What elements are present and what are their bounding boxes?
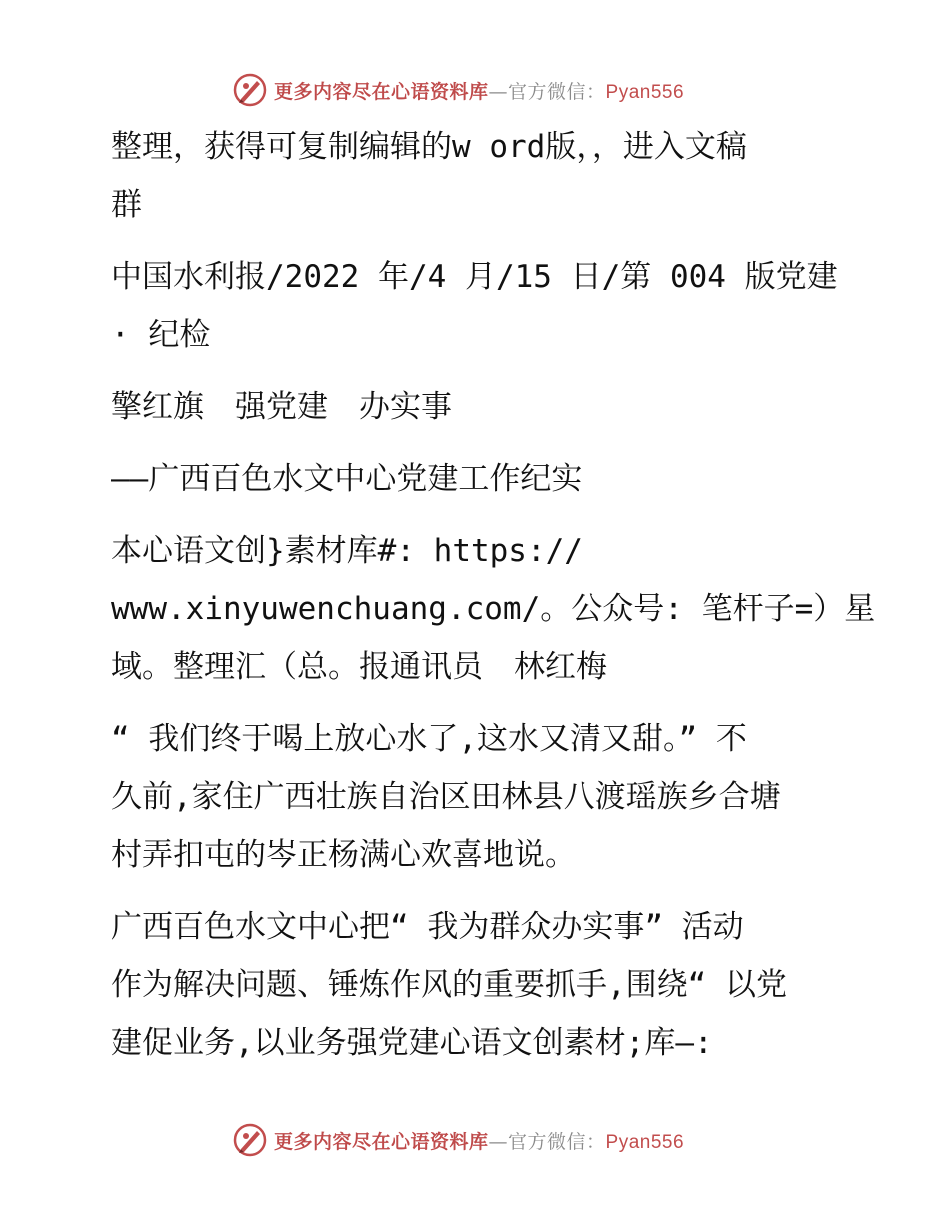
- text-line: 广西百色水文中心把“ 我为群众办实事” 活动: [111, 909, 744, 945]
- text-line: 本心语文创}素材库#: https://: [111, 533, 583, 569]
- text-line: · 纪检: [111, 317, 211, 353]
- text-line: 域。整理汇（总。报通讯员 林红梅: [111, 649, 607, 685]
- banner-text: [274, 1127, 684, 1154]
- text-line: ——广西百色水文中心党建工作纪实: [111, 461, 583, 497]
- text-line: “ 我们终于喝上放心水了,这水又清又甜。” 不: [111, 721, 747, 757]
- banner-text: [274, 77, 684, 104]
- text-line: 建促业务,以业务强党建心语文创素材;库—:: [111, 1025, 713, 1061]
- text-line: 久前,家住广西壮族自治区田林县八渡瑶族乡合塘: [111, 779, 781, 815]
- banner-dash: —: [488, 1130, 509, 1153]
- header-watermark-banner: [232, 70, 684, 110]
- text-line: 整理，获得可复制编辑的w ord版，，进入文稿: [111, 129, 747, 165]
- paragraph-byline: [97, 522, 876, 696]
- text-line: 作为解决问题、锤炼作风的重要抓手,围绕“ 以党: [111, 967, 787, 1003]
- article-body: [97, 118, 876, 1072]
- banner-wechat-id: Pyan556: [605, 81, 685, 103]
- text-line: 村弄扣屯的岑正杨满心欢喜地说。: [111, 837, 576, 873]
- text-line: 中国水利报/2022 年/4 月/15 日/第 004 版党建: [111, 259, 838, 295]
- banner-wechat-id: Pyan556: [605, 1131, 685, 1153]
- text-line: 擎红旗 强党建 办实事: [111, 389, 452, 425]
- paragraph-quote: [97, 710, 857, 884]
- banner-site-name: 更多内容尽在心语资料库: [274, 80, 489, 103]
- banner-site-name: 更多内容尽在心语资料库: [274, 1130, 489, 1153]
- paragraph-body: [97, 898, 857, 1072]
- pen-logo-icon: [232, 72, 268, 108]
- text-line: 群: [111, 187, 142, 223]
- text-line: www.xinyuwenchuang.com/。公众号: 笔杆子=）星: [111, 591, 876, 627]
- pen-logo-icon: [232, 1122, 268, 1158]
- footer-watermark-banner: [232, 1120, 684, 1160]
- banner-wechat-label: 官方微信：: [508, 1130, 606, 1153]
- article-title: [97, 378, 857, 436]
- paragraph-intro: [97, 118, 857, 234]
- banner-dash: —: [488, 80, 509, 103]
- banner-wechat-label: 官方微信：: [508, 80, 606, 103]
- paragraph-source: [97, 248, 857, 364]
- article-subtitle: [97, 450, 857, 508]
